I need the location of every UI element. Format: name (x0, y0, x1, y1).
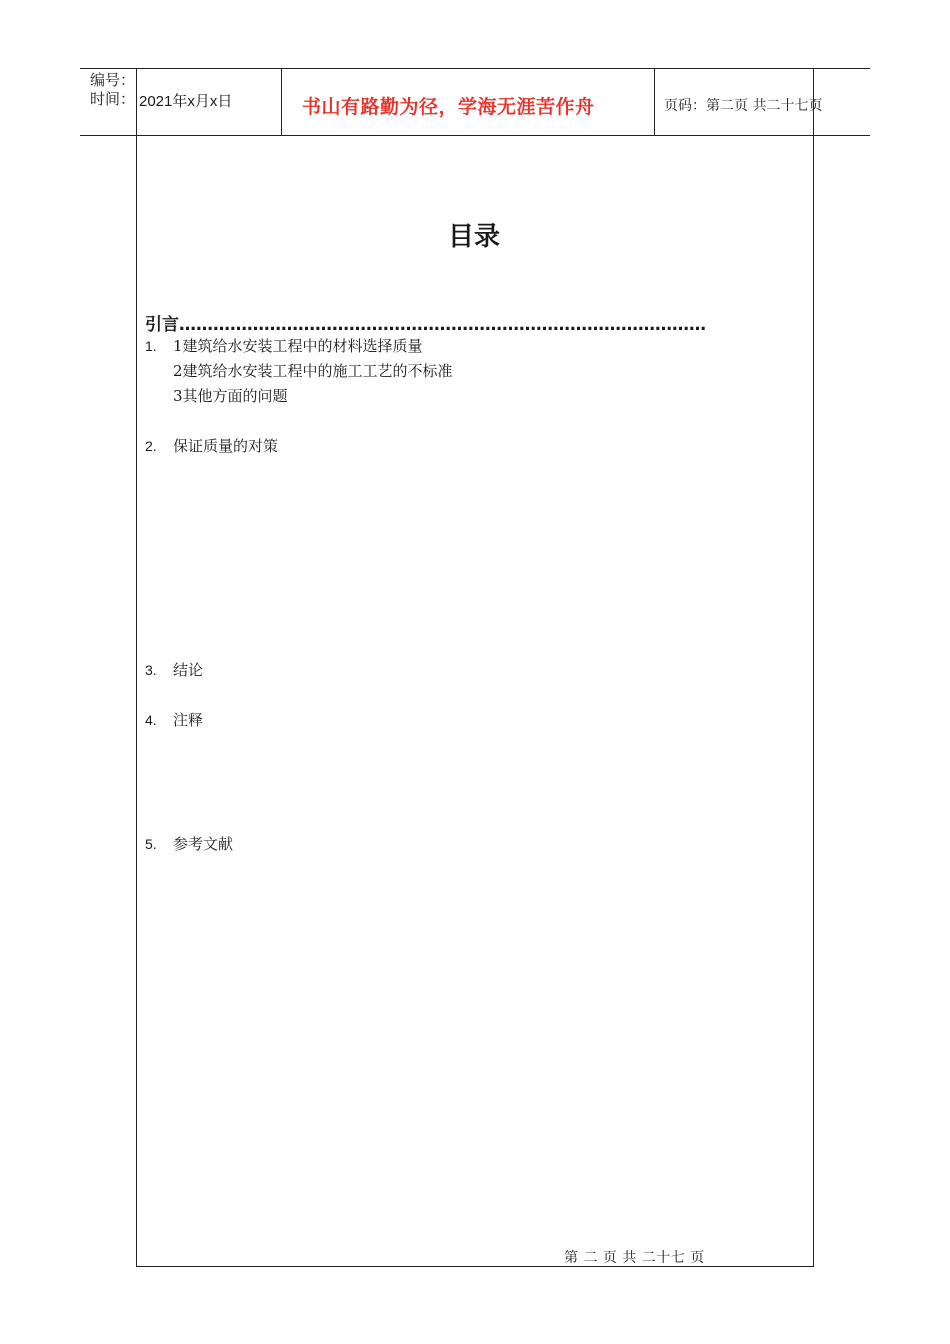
frame-bottom-border (136, 1266, 814, 1267)
frame-right-border (813, 68, 814, 1267)
toc-item-1-line-3: 3其他方面的问题 (173, 387, 288, 405)
toc-item-2-label: 保证质量的对策 (173, 437, 279, 455)
toc-item-5-number: 5. (145, 836, 157, 852)
header-divider-1 (281, 68, 282, 136)
header-top-border (80, 68, 870, 69)
toc-item-3-number: 3. (145, 662, 157, 678)
toc-item-1-number: 1. (145, 338, 157, 354)
time-label: 时间： (90, 90, 136, 108)
date-value: 2021年x月x日 (139, 93, 233, 110)
toc-item-2-number: 2. (145, 438, 157, 454)
toc-item-4-label: 注释 (173, 711, 204, 729)
header-bottom-border (80, 135, 870, 136)
number-label: 编号： (90, 71, 136, 89)
toc-item-3-label: 结论 (173, 661, 204, 679)
toc-title: 目录 (448, 222, 501, 252)
toc-item-1-line-1: 1建筑给水安装工程中的材料选择质量 (173, 337, 423, 355)
toc-item-1-line-2: 2建筑给水安装工程中的施工工艺的不标准 (173, 362, 453, 380)
footer-page-number: 第 二 页 共 二十七 页 (564, 1250, 705, 1266)
toc-item-4-number: 4. (145, 712, 157, 728)
header-divider-2 (654, 68, 655, 136)
toc-item-5-label: 参考文献 (173, 835, 234, 853)
motto-text: 书山有路勤为径，学海无涯苦作舟 (302, 96, 595, 118)
frame-left-border (136, 68, 137, 1267)
toc-intro: 引言………………………………………………………………………………… (145, 315, 706, 335)
page-code: 页码：第二页 共二十七页 (664, 98, 823, 114)
